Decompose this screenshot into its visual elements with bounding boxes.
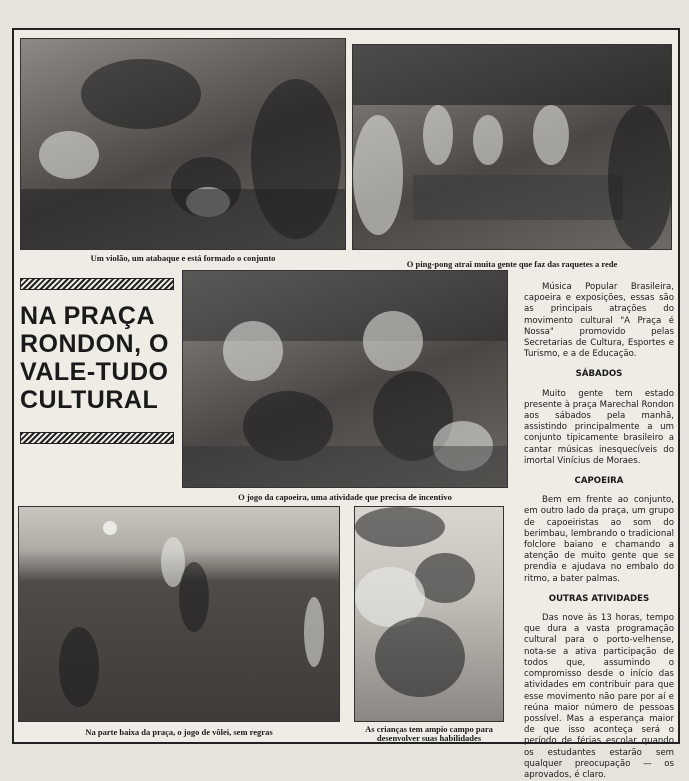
heading-outras-atividades: OUTRAS ATIVIDADES bbox=[548, 593, 650, 604]
text-outras-atividades: Das nove às 13 horas, tempo que dura a vasta programação cultural para o porto-velhense, nota-se a ativa participação de todos que, assumindo o compromisso desde o início das atividades em contribuir para que esse movimento não pare por aí e reúna maior número de pessoas possível. Mas a esperança maior de que isso aconteça será o período de férias escolar quando os estudantes estarão sem qualquer preocupação — os aprovados, é claro. bbox=[524, 613, 674, 780]
decorative-bar-top bbox=[20, 278, 174, 290]
caption-ping-pong: O ping-pong atrai muita gente que faz das raquetes a rede bbox=[406, 259, 618, 269]
caption-children-1: As crianças tem ampio campo para bbox=[365, 724, 493, 734]
heading-capoeira: CAPOEIRA bbox=[574, 476, 624, 487]
caption-children-2: desenvolver suas habilidades bbox=[376, 733, 482, 743]
text-sabados: Muito gente tem estado presente à praça Marechal Rondon aos sábados pela manhã, assistindo principalmente a um conjunto tipicamente brasileiro a cantar músicas inesquecíveis do imortal Vinícius de Moraes. bbox=[524, 388, 674, 466]
photo-children bbox=[354, 506, 504, 722]
text-capoeira: Bem em frente ao conjunto, em outro lado da praça, um grupo de capoeiristas ao som do berimbau, lembrando o tradicional folclore baiano e chamando a atenção de muito gente que se prendia e ajudava no embalo do ritmo, a bater palmas. bbox=[524, 495, 674, 584]
heading-sabados: SÁBADOS bbox=[575, 369, 623, 380]
headline-line-1: NA PRAÇA bbox=[20, 302, 156, 330]
headline-line-2: RONDON, O bbox=[20, 330, 169, 358]
article-column bbox=[524, 282, 674, 781]
headline-line-3: VALE-TUDO bbox=[20, 358, 169, 386]
photo-volleyball bbox=[18, 506, 340, 722]
photo-musicians bbox=[20, 38, 346, 250]
caption-volleyball: Na parte baixa da praça, o jogo de vôlei, sem regras bbox=[85, 727, 273, 737]
caption-capoeira: O jogo da capoeira, uma atividade que precisa de incentivo bbox=[238, 492, 452, 502]
photo-ping-pong bbox=[352, 44, 672, 250]
newspaper-page bbox=[12, 28, 680, 780]
decorative-bar-bottom bbox=[20, 432, 174, 444]
caption-musicians: Um violão, um atabaque e está formado o conjunto bbox=[90, 253, 276, 263]
photo-capoeira bbox=[182, 270, 508, 488]
headline-line-4: CULTURAL bbox=[20, 386, 159, 414]
article-intro: Música Popular Brasileira, capoeira e exposições, essas são as principais atrações do movimento cultural "A Praça é Nossa" promovido pelas Secretarias de Cultura, Esportes e Turismo, e a de Educação. bbox=[524, 282, 674, 360]
headline bbox=[20, 302, 182, 414]
